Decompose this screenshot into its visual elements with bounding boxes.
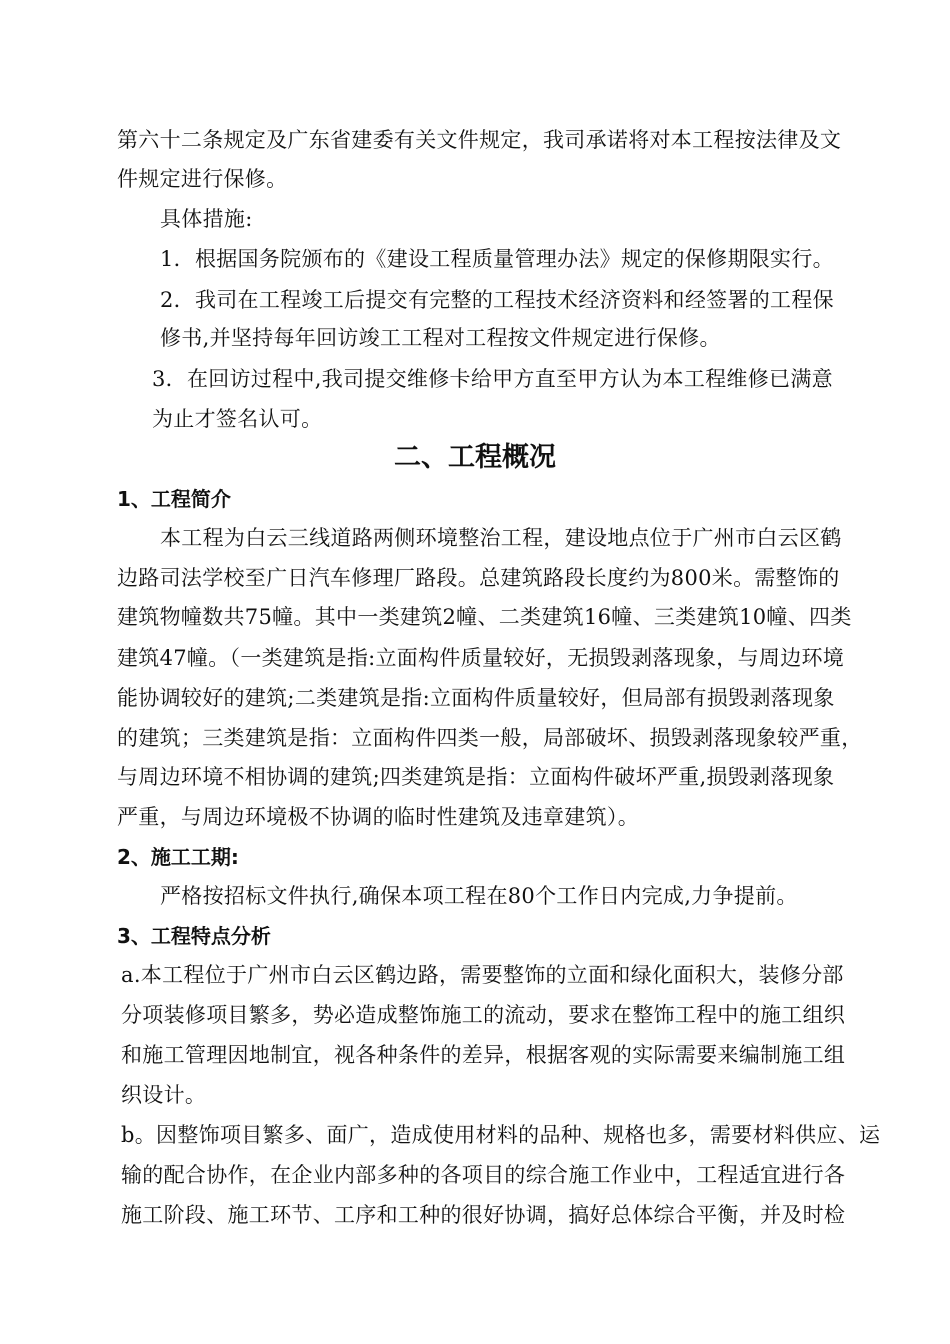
sub3-a-line-2: 分项装修项目繁多，势必造成整饰施工的流动，要求在整饰工程中的施工组织 xyxy=(121,1003,846,1027)
sub3-b-line-3: 施工阶段、施工环节、工序和工种的很好协调，搞好总体综合平衡，并及时检 xyxy=(121,1203,846,1227)
sub1-line-3: 建筑物幢数共75幢。其中一类建筑2幢、二类建筑16幢、三类建筑10幢、四类 xyxy=(117,605,852,629)
sub3-a-line-3: 和施工管理因地制宜，视各种条件的差异，根据客观的实际需要来编制施工组 xyxy=(121,1043,846,1067)
subsection-2-heading: 2、施工工期: xyxy=(117,845,239,869)
sub1-line-5: 能协调较好的建筑;二类建筑是指:立面构件质量较好，但局部有损毁剥落现象 xyxy=(117,686,835,710)
subsection-1-heading: 1、工程简介 xyxy=(117,487,231,511)
sub1-line-4: 建筑47幢。（一类建筑是指:立面构件质量较好，无损毁剥落现象，与周边环境 xyxy=(117,646,845,670)
intro-line-2: 件规定进行保修。 xyxy=(117,167,288,191)
sub1-line-8: 严重，与周边环境极不协调的临时性建筑及违章建筑）。 xyxy=(117,805,639,829)
intro-line-1: 第六十二条规定及广东省建委有关文件规定，我司承诺将对本工程按法律及文 xyxy=(117,128,842,152)
measures-label: 具体措施: xyxy=(160,207,253,231)
section-title: 二、工程概况 xyxy=(394,442,556,473)
sub3-a-line-1: a.本工程位于广州市白云区鹤边路，需要整饰的立面和绿化面积大，装修分部 xyxy=(121,963,844,987)
measure-item-2-line-2: 修书,并坚持每年回访竣工工程对工程按文件规定进行保修。 xyxy=(160,326,721,350)
sub1-line-1: 本工程为白云三线道路两侧环境整治工程，建设地点位于广州市白云区鹤 xyxy=(160,526,842,550)
sub1-line-6: 的建筑；三类建筑是指：立面构件四类一般，局部破坏、损毁剥落现象较严重， xyxy=(117,726,863,750)
subsection-3-heading: 3、工程特点分析 xyxy=(117,924,271,948)
sub1-line-7: 与周边环境不相协调的建筑;四类建筑是指：立面构件破坏严重,损毁剥落现象 xyxy=(117,765,835,789)
measure-item-1: 1．根据国务院颁布的《建设工程质量管理办法》规定的保修期限实行。 xyxy=(160,247,834,271)
sub1-line-2: 边路司法学校至广日汽车修理厂路段。总建筑路段长度约为800米。需整饰的 xyxy=(117,566,840,590)
measure-item-3-line-1: 3．在回访过程中,我司提交维修卡给甲方直至甲方认为本工程维修已满意 xyxy=(152,367,833,391)
measure-item-2-line-1: 2．我司在工程竣工后提交有完整的工程技术经济资料和经签署的工程保 xyxy=(160,288,834,312)
sub3-a-line-4: 织设计。 xyxy=(121,1083,207,1107)
sub3-b-line-1: b。因整饰项目繁多、面广，造成使用材料的品种、规格也多，需要材料供应、运 xyxy=(121,1123,881,1147)
sub2-line: 严格按招标文件执行,确保本项工程在80个工作日内完成,力争提前。 xyxy=(160,884,798,908)
measure-item-3-line-2: 为止才签名认可。 xyxy=(152,407,323,431)
sub3-b-line-2: 输的配合协作，在企业内部多种的各项目的综合施工作业中，工程适宜进行各 xyxy=(121,1163,846,1187)
